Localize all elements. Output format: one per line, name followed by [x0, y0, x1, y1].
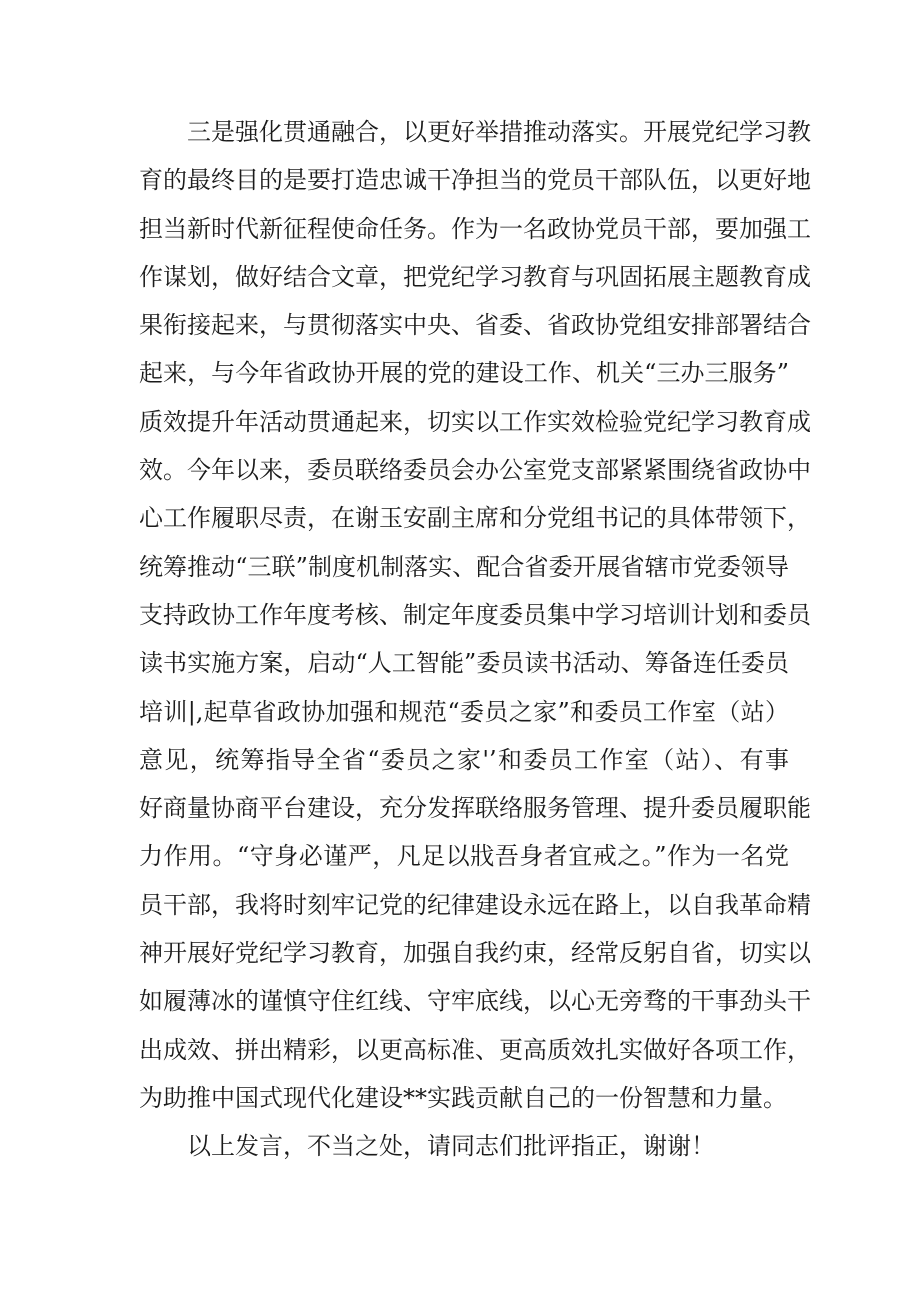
paragraph-line: 培训|,起草省政协加强和规范“委员之家”和委员工作室（站）	[139, 697, 789, 726]
paragraph-line: 统筹推动“三联”制度机制落实、配合省委开展省辖市党委领导	[139, 552, 789, 581]
paragraph-line: 读书实施方案，启动“人工智能”委员读书活动、筹备连任委员	[139, 649, 789, 678]
paragraph-line: 神开展好党纪学习教育，加强自我约束，经常反躬自省，切实以	[139, 939, 811, 968]
paragraph-line: 员干部，我将时刻牢记党的纪律建设永远在路上，以自我革命精	[139, 890, 811, 919]
paragraph-line: 三是强化贯通融合，以更好举措推动落实。开展党纪学习教	[187, 118, 811, 146]
paragraph-line: 力作用。“守身必谨严，凡足以戕吾身者宜戒之。”作为一名党	[139, 842, 789, 871]
paragraph-line: 作谋划，做好结合文章，把党纪学习教育与巩固拓展主题教育成	[139, 262, 811, 291]
body-paragraph	[139, 108, 811, 1122]
paragraph-line: 意见，统筹指导全省“委员之家'’和委员工作室（站）、有事	[139, 745, 789, 774]
paragraph-line: 支持政协工作年度考核、制定年度委员集中学习培训计划和委员	[139, 600, 811, 629]
paragraph-line: 好商量协商平台建设，充分发挥联络服务管理、提升委员履职能	[139, 794, 811, 823]
paragraph-line: 果衔接起来，与贯彻落实中央、省委、省政协党组安排部署结合	[139, 311, 811, 340]
paragraph-line: 担当新时代新征程使命任务。作为一名政协党员干部，要加强工	[139, 214, 811, 243]
paragraph-line: 质效提升年活动贯通起来，切实以工作实效检验党纪学习教育成	[139, 407, 811, 436]
paragraph-line: 起来，与今年省政协开展的党的建设工作、机关“三办三服务”	[139, 359, 789, 388]
paragraph-line: 出成效、拼出精彩，以更高标准、更高质效扎实做好各项工作，	[139, 1035, 811, 1064]
closing-remark: 以上发言，不当之处，请同志们批评指正，谢谢！	[187, 1132, 715, 1160]
paragraph-line: 为助推中国式现代化建设**实践贡献自己的一份智慧和力量。	[139, 1083, 787, 1112]
paragraph-line: 育的最终目的是要打造忠诚干净担当的党员干部队伍，以更好地	[139, 166, 811, 195]
paragraph-line: 效。今年以来，委员联络委员会办公室党支部紧紧围绕省政协中	[139, 456, 811, 485]
paragraph-line: 心工作履职尽责，在谢玉安副主席和分党组书记的具体带领下，	[139, 504, 811, 533]
paragraph-line: 如履薄冰的谨慎守住红线、守牢底线，以心无旁骛的干事劲头干	[139, 987, 811, 1016]
